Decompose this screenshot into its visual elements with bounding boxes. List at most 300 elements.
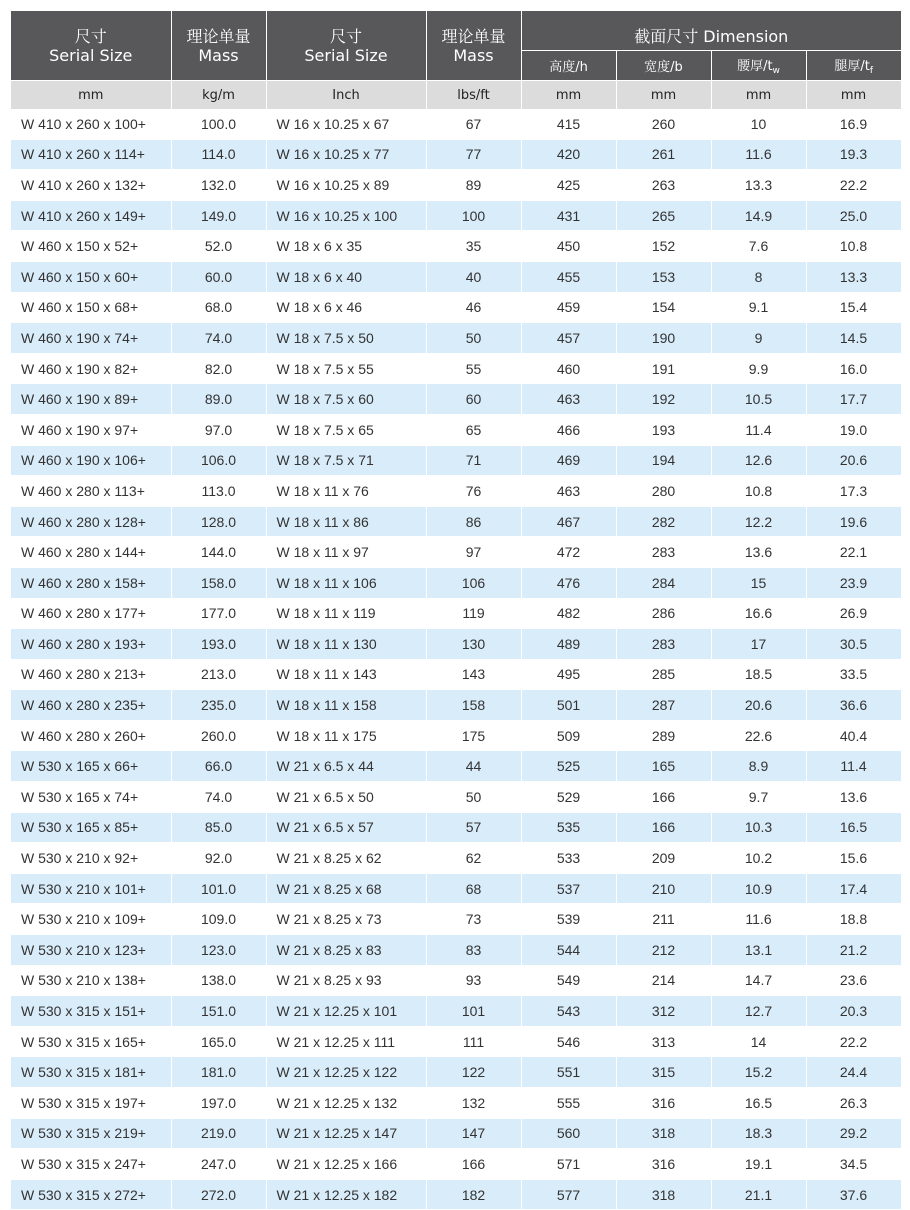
table-row <box>11 1088 901 1119</box>
header-size2-en: Serial Size <box>304 45 388 65</box>
table-row <box>11 598 901 629</box>
cell-serial-size-mm: W 460 x 150 x 52+ <box>11 231 171 262</box>
table-row <box>11 353 901 384</box>
cell-height: 431 <box>521 200 616 231</box>
cell-mass-kg: 128.0 <box>171 506 266 537</box>
cell-serial-size-mm: W 460 x 280 x 144+ <box>11 537 171 568</box>
cell-serial-size-inch: W 18 x 11 x 106 <box>266 567 426 598</box>
cell-web-thickness: 10.8 <box>711 476 806 507</box>
cell-serial-size-mm: W 530 x 165 x 85+ <box>11 812 171 843</box>
cell-mass-kg: 149.0 <box>171 200 266 231</box>
table-row <box>11 782 901 813</box>
unit-cell: mm <box>521 81 616 110</box>
cell-serial-size-mm: W 460 x 280 x 193+ <box>11 629 171 660</box>
cell-height: 525 <box>521 751 616 782</box>
cell-flange-thickness: 40.4 <box>806 720 901 751</box>
cell-serial-size-inch: W 16 x 10.25 x 89 <box>266 170 426 201</box>
cell-web-thickness: 17 <box>711 629 806 660</box>
cell-serial-size-inch: W 18 x 7.5 x 60 <box>266 384 426 415</box>
cell-width: 212 <box>616 935 711 966</box>
cell-web-thickness: 11.6 <box>711 139 806 170</box>
table-row <box>11 996 901 1027</box>
cell-web-thickness: 13.6 <box>711 537 806 568</box>
header-mass-en: Mass <box>198 45 239 65</box>
cell-height: 571 <box>521 1149 616 1180</box>
cell-flange-thickness: 18.8 <box>806 904 901 935</box>
header-serial-size-mm <box>11 11 171 81</box>
cell-height: 469 <box>521 445 616 476</box>
unit-cell: mm <box>711 81 806 110</box>
table-row <box>11 629 901 660</box>
cell-mass-kg: 181.0 <box>171 1057 266 1088</box>
cell-mass-kg: 213.0 <box>171 659 266 690</box>
cell-height: 489 <box>521 629 616 660</box>
cell-web-thickness: 20.6 <box>711 690 806 721</box>
header-mass-lbs <box>426 11 521 81</box>
table-row <box>11 690 901 721</box>
table-row <box>11 720 901 751</box>
cell-serial-size-inch: W 21 x 8.25 x 68 <box>266 873 426 904</box>
cell-serial-size-inch: W 21 x 8.25 x 62 <box>266 843 426 874</box>
cell-serial-size-mm: W 410 x 260 x 149+ <box>11 200 171 231</box>
cell-serial-size-inch: W 18 x 6 x 46 <box>266 292 426 323</box>
cell-mass-lbs: 76 <box>426 476 521 507</box>
cell-height: 460 <box>521 353 616 384</box>
cell-height: 551 <box>521 1057 616 1088</box>
cell-mass-kg: 260.0 <box>171 720 266 751</box>
cell-serial-size-inch: W 18 x 11 x 76 <box>266 476 426 507</box>
cell-flange-thickness: 26.3 <box>806 1088 901 1119</box>
cell-mass-kg: 89.0 <box>171 384 266 415</box>
cell-web-thickness: 9 <box>711 323 806 354</box>
table-row <box>11 109 901 139</box>
cell-width: 261 <box>616 139 711 170</box>
header-web-label: 腰厚/t <box>737 59 773 74</box>
cell-serial-size-inch: W 18 x 11 x 143 <box>266 659 426 690</box>
cell-mass-lbs: 65 <box>426 414 521 445</box>
header-mass2-cn: 理论单量 <box>441 26 506 46</box>
cell-web-thickness: 12.7 <box>711 996 806 1027</box>
table-row <box>11 843 901 874</box>
cell-mass-lbs: 71 <box>426 445 521 476</box>
cell-mass-kg: 158.0 <box>171 567 266 598</box>
cell-width: 152 <box>616 231 711 262</box>
cell-web-thickness: 14 <box>711 1026 806 1057</box>
cell-width: 209 <box>616 843 711 874</box>
cell-web-thickness: 14.7 <box>711 965 806 996</box>
cell-mass-lbs: 101 <box>426 996 521 1027</box>
cell-width: 214 <box>616 965 711 996</box>
cell-height: 509 <box>521 720 616 751</box>
cell-web-thickness: 12.2 <box>711 506 806 537</box>
cell-width: 289 <box>616 720 711 751</box>
cell-mass-kg: 74.0 <box>171 782 266 813</box>
cell-web-thickness: 21.1 <box>711 1179 806 1210</box>
cell-mass-kg: 106.0 <box>171 445 266 476</box>
cell-web-thickness: 8.9 <box>711 751 806 782</box>
cell-mass-lbs: 89 <box>426 170 521 201</box>
unit-cell: lbs/ft <box>426 81 521 110</box>
cell-serial-size-inch: W 21 x 8.25 x 73 <box>266 904 426 935</box>
cell-width: 263 <box>616 170 711 201</box>
table-row <box>11 1149 901 1180</box>
cell-serial-size-mm: W 530 x 165 x 66+ <box>11 751 171 782</box>
cell-mass-kg: 165.0 <box>171 1026 266 1057</box>
cell-height: 472 <box>521 537 616 568</box>
cell-height: 463 <box>521 384 616 415</box>
cell-mass-lbs: 106 <box>426 567 521 598</box>
header-mass-kg <box>171 11 266 81</box>
cell-mass-kg: 92.0 <box>171 843 266 874</box>
unit-cell: kg/m <box>171 81 266 110</box>
cell-mass-lbs: 50 <box>426 782 521 813</box>
cell-flange-thickness: 16.0 <box>806 353 901 384</box>
cell-serial-size-mm: W 530 x 315 x 165+ <box>11 1026 171 1057</box>
cell-mass-lbs: 77 <box>426 139 521 170</box>
cell-mass-lbs: 60 <box>426 384 521 415</box>
cell-flange-thickness: 16.9 <box>806 109 901 139</box>
table-row <box>11 200 901 231</box>
cell-width: 211 <box>616 904 711 935</box>
cell-web-thickness: 15 <box>711 567 806 598</box>
cell-mass-lbs: 62 <box>426 843 521 874</box>
cell-height: 501 <box>521 690 616 721</box>
cell-web-thickness: 9.9 <box>711 353 806 384</box>
cell-width: 282 <box>616 506 711 537</box>
cell-mass-lbs: 143 <box>426 659 521 690</box>
cell-serial-size-inch: W 21 x 8.25 x 83 <box>266 935 426 966</box>
cell-mass-kg: 85.0 <box>171 812 266 843</box>
cell-width: 285 <box>616 659 711 690</box>
cell-height: 549 <box>521 965 616 996</box>
cell-mass-kg: 66.0 <box>171 751 266 782</box>
cell-flange-thickness: 19.6 <box>806 506 901 537</box>
cell-mass-lbs: 86 <box>426 506 521 537</box>
cell-mass-lbs: 35 <box>426 231 521 262</box>
cell-mass-kg: 60.0 <box>171 261 266 292</box>
cell-mass-lbs: 132 <box>426 1088 521 1119</box>
header-flange-subscript: f <box>869 66 874 76</box>
cell-mass-kg: 144.0 <box>171 537 266 568</box>
table-row <box>11 231 901 262</box>
cell-mass-kg: 151.0 <box>171 996 266 1027</box>
cell-serial-size-mm: W 530 x 165 x 74+ <box>11 782 171 813</box>
cell-web-thickness: 15.2 <box>711 1057 806 1088</box>
table-row <box>11 1118 901 1149</box>
unit-cell: mm <box>616 81 711 110</box>
table-row <box>11 567 901 598</box>
unit-cell: mm <box>11 81 171 110</box>
cell-web-thickness: 9.1 <box>711 292 806 323</box>
header-web-thickness <box>711 51 806 81</box>
cell-web-thickness: 18.5 <box>711 659 806 690</box>
cell-web-thickness: 9.7 <box>711 782 806 813</box>
cell-width: 153 <box>616 261 711 292</box>
cell-mass-kg: 97.0 <box>171 414 266 445</box>
cell-width: 312 <box>616 996 711 1027</box>
cell-mass-lbs: 111 <box>426 1026 521 1057</box>
cell-width: 210 <box>616 873 711 904</box>
cell-flange-thickness: 21.2 <box>806 935 901 966</box>
cell-width: 313 <box>616 1026 711 1057</box>
cell-serial-size-mm: W 530 x 315 x 197+ <box>11 1088 171 1119</box>
cell-mass-lbs: 68 <box>426 873 521 904</box>
cell-web-thickness: 10 <box>711 109 806 139</box>
cell-serial-size-mm: W 530 x 315 x 151+ <box>11 996 171 1027</box>
cell-serial-size-mm: W 460 x 280 x 260+ <box>11 720 171 751</box>
cell-serial-size-inch: W 21 x 12.25 x 132 <box>266 1088 426 1119</box>
cell-width: 190 <box>616 323 711 354</box>
cell-mass-kg: 247.0 <box>171 1149 266 1180</box>
cell-mass-lbs: 182 <box>426 1179 521 1210</box>
cell-flange-thickness: 15.6 <box>806 843 901 874</box>
cell-serial-size-inch: W 18 x 11 x 86 <box>266 506 426 537</box>
cell-mass-lbs: 166 <box>426 1149 521 1180</box>
cell-mass-lbs: 122 <box>426 1057 521 1088</box>
table-row <box>11 414 901 445</box>
header-size-cn: 尺寸 <box>74 26 107 46</box>
cell-flange-thickness: 16.5 <box>806 812 901 843</box>
table-row <box>11 904 901 935</box>
cell-web-thickness: 16.6 <box>711 598 806 629</box>
cell-height: 467 <box>521 506 616 537</box>
cell-mass-kg: 272.0 <box>171 1179 266 1210</box>
cell-serial-size-mm: W 530 x 210 x 138+ <box>11 965 171 996</box>
cell-width: 166 <box>616 782 711 813</box>
table-row <box>11 873 901 904</box>
header-width: 宽度/b <box>616 51 711 81</box>
cell-mass-kg: 132.0 <box>171 170 266 201</box>
cell-serial-size-inch: W 18 x 11 x 119 <box>266 598 426 629</box>
cell-mass-lbs: 97 <box>426 537 521 568</box>
cell-web-thickness: 13.3 <box>711 170 806 201</box>
cell-height: 543 <box>521 996 616 1027</box>
cell-width: 265 <box>616 200 711 231</box>
cell-width: 280 <box>616 476 711 507</box>
cell-flange-thickness: 17.7 <box>806 384 901 415</box>
cell-mass-kg: 219.0 <box>171 1118 266 1149</box>
cell-mass-lbs: 147 <box>426 1118 521 1149</box>
cell-serial-size-mm: W 460 x 280 x 177+ <box>11 598 171 629</box>
cell-height: 420 <box>521 139 616 170</box>
table-row <box>11 1057 901 1088</box>
cell-flange-thickness: 17.3 <box>806 476 901 507</box>
cell-width: 284 <box>616 567 711 598</box>
header-mass-cn: 理论单量 <box>186 26 251 46</box>
cell-flange-thickness: 19.3 <box>806 139 901 170</box>
cell-width: 315 <box>616 1057 711 1088</box>
table-row <box>11 965 901 996</box>
cell-mass-lbs: 119 <box>426 598 521 629</box>
header-flange-label: 腿厚/t <box>834 59 870 74</box>
cell-serial-size-mm: W 410 x 260 x 114+ <box>11 139 171 170</box>
cell-serial-size-inch: W 18 x 6 x 35 <box>266 231 426 262</box>
cell-mass-lbs: 158 <box>426 690 521 721</box>
cell-web-thickness: 18.3 <box>711 1118 806 1149</box>
cell-serial-size-inch: W 21 x 12.25 x 122 <box>266 1057 426 1088</box>
cell-width: 286 <box>616 598 711 629</box>
cell-height: 546 <box>521 1026 616 1057</box>
cell-flange-thickness: 24.4 <box>806 1057 901 1088</box>
cell-serial-size-mm: W 530 x 210 x 92+ <box>11 843 171 874</box>
cell-serial-size-mm: W 460 x 150 x 68+ <box>11 292 171 323</box>
cell-serial-size-inch: W 21 x 12.25 x 166 <box>266 1149 426 1180</box>
table-row <box>11 445 901 476</box>
table-row <box>11 261 901 292</box>
cell-height: 529 <box>521 782 616 813</box>
cell-serial-size-mm: W 460 x 190 x 82+ <box>11 353 171 384</box>
table-row <box>11 537 901 568</box>
cell-height: 495 <box>521 659 616 690</box>
cell-height: 560 <box>521 1118 616 1149</box>
cell-width: 316 <box>616 1149 711 1180</box>
cell-mass-kg: 235.0 <box>171 690 266 721</box>
cell-flange-thickness: 33.5 <box>806 659 901 690</box>
header-flange-thickness <box>806 51 901 81</box>
table-row <box>11 139 901 170</box>
cell-serial-size-inch: W 18 x 11 x 175 <box>266 720 426 751</box>
table-row <box>11 935 901 966</box>
cell-height: 455 <box>521 261 616 292</box>
cell-mass-lbs: 175 <box>426 720 521 751</box>
cell-width: 318 <box>616 1179 711 1210</box>
cell-serial-size-mm: W 530 x 210 x 101+ <box>11 873 171 904</box>
cell-height: 544 <box>521 935 616 966</box>
cell-width: 316 <box>616 1088 711 1119</box>
table-row <box>11 751 901 782</box>
table-row <box>11 1179 901 1210</box>
header-size-en: Serial Size <box>49 45 133 65</box>
cell-serial-size-mm: W 460 x 280 x 235+ <box>11 690 171 721</box>
cell-mass-lbs: 57 <box>426 812 521 843</box>
cell-flange-thickness: 34.5 <box>806 1149 901 1180</box>
cell-mass-lbs: 40 <box>426 261 521 292</box>
cell-web-thickness: 10.2 <box>711 843 806 874</box>
cell-height: 425 <box>521 170 616 201</box>
cell-serial-size-inch: W 16 x 10.25 x 100 <box>266 200 426 231</box>
cell-mass-lbs: 83 <box>426 935 521 966</box>
cell-serial-size-mm: W 460 x 280 x 213+ <box>11 659 171 690</box>
cell-serial-size-inch: W 21 x 12.25 x 147 <box>266 1118 426 1149</box>
unit-cell: Inch <box>266 81 426 110</box>
cell-serial-size-mm: W 530 x 315 x 219+ <box>11 1118 171 1149</box>
unit-cell: mm <box>806 81 901 110</box>
table-header <box>11 11 901 109</box>
cell-mass-kg: 138.0 <box>171 965 266 996</box>
table-row <box>11 506 901 537</box>
table-row <box>11 384 901 415</box>
cell-flange-thickness: 15.4 <box>806 292 901 323</box>
cell-height: 482 <box>521 598 616 629</box>
table-row <box>11 292 901 323</box>
cell-web-thickness: 11.6 <box>711 904 806 935</box>
table-row <box>11 1026 901 1057</box>
cell-height: 457 <box>521 323 616 354</box>
cell-flange-thickness: 11.4 <box>806 751 901 782</box>
cell-flange-thickness: 36.6 <box>806 690 901 721</box>
cell-mass-kg: 114.0 <box>171 139 266 170</box>
cell-width: 287 <box>616 690 711 721</box>
header-serial-size-inch <box>266 11 426 81</box>
cell-serial-size-inch: W 21 x 8.25 x 93 <box>266 965 426 996</box>
cell-width: 154 <box>616 292 711 323</box>
cell-flange-thickness: 13.3 <box>806 261 901 292</box>
cell-width: 283 <box>616 629 711 660</box>
cell-flange-thickness: 22.1 <box>806 537 901 568</box>
table-row <box>11 812 901 843</box>
table-body <box>11 109 901 1210</box>
cell-mass-kg: 82.0 <box>171 353 266 384</box>
cell-mass-lbs: 67 <box>426 109 521 139</box>
cell-height: 539 <box>521 904 616 935</box>
cell-serial-size-mm: W 410 x 260 x 100+ <box>11 109 171 139</box>
steel-section-table <box>11 11 902 1210</box>
cell-web-thickness: 10.3 <box>711 812 806 843</box>
cell-height: 466 <box>521 414 616 445</box>
cell-serial-size-mm: W 530 x 210 x 123+ <box>11 935 171 966</box>
header-mass2-en: Mass <box>453 45 494 65</box>
cell-serial-size-mm: W 530 x 315 x 272+ <box>11 1179 171 1210</box>
cell-height: 577 <box>521 1179 616 1210</box>
cell-serial-size-mm: W 460 x 280 x 128+ <box>11 506 171 537</box>
cell-width: 192 <box>616 384 711 415</box>
cell-mass-lbs: 93 <box>426 965 521 996</box>
cell-height: 537 <box>521 873 616 904</box>
cell-width: 260 <box>616 109 711 139</box>
cell-web-thickness: 16.5 <box>711 1088 806 1119</box>
cell-mass-kg: 193.0 <box>171 629 266 660</box>
cell-serial-size-mm: W 460 x 150 x 60+ <box>11 261 171 292</box>
cell-mass-lbs: 44 <box>426 751 521 782</box>
units-row <box>11 81 901 110</box>
header-web-subscript: w <box>772 66 780 76</box>
cell-flange-thickness: 22.2 <box>806 1026 901 1057</box>
cell-mass-lbs: 46 <box>426 292 521 323</box>
cell-serial-size-mm: W 460 x 280 x 113+ <box>11 476 171 507</box>
cell-serial-size-inch: W 18 x 11 x 130 <box>266 629 426 660</box>
cell-flange-thickness: 14.5 <box>806 323 901 354</box>
table-row <box>11 659 901 690</box>
cell-mass-kg: 68.0 <box>171 292 266 323</box>
cell-serial-size-inch: W 21 x 12.25 x 101 <box>266 996 426 1027</box>
cell-serial-size-inch: W 21 x 6.5 x 50 <box>266 782 426 813</box>
cell-flange-thickness: 22.2 <box>806 170 901 201</box>
cell-serial-size-inch: W 18 x 7.5 x 55 <box>266 353 426 384</box>
header-height: 高度/h <box>521 51 616 81</box>
cell-web-thickness: 14.9 <box>711 200 806 231</box>
cell-web-thickness: 19.1 <box>711 1149 806 1180</box>
cell-flange-thickness: 25.0 <box>806 200 901 231</box>
cell-web-thickness: 8 <box>711 261 806 292</box>
cell-web-thickness: 13.1 <box>711 935 806 966</box>
cell-flange-thickness: 10.8 <box>806 231 901 262</box>
cell-serial-size-inch: W 18 x 7.5 x 65 <box>266 414 426 445</box>
cell-mass-kg: 109.0 <box>171 904 266 935</box>
cell-flange-thickness: 23.6 <box>806 965 901 996</box>
cell-mass-lbs: 55 <box>426 353 521 384</box>
cell-flange-thickness: 23.9 <box>806 567 901 598</box>
cell-serial-size-mm: W 530 x 315 x 247+ <box>11 1149 171 1180</box>
header-dimension: 截面尺寸 Dimension <box>521 11 901 51</box>
cell-width: 194 <box>616 445 711 476</box>
cell-serial-size-inch: W 18 x 7.5 x 50 <box>266 323 426 354</box>
cell-mass-kg: 113.0 <box>171 476 266 507</box>
cell-web-thickness: 10.5 <box>711 384 806 415</box>
cell-height: 533 <box>521 843 616 874</box>
cell-web-thickness: 10.9 <box>711 873 806 904</box>
cell-flange-thickness: 20.6 <box>806 445 901 476</box>
table-row <box>11 170 901 201</box>
